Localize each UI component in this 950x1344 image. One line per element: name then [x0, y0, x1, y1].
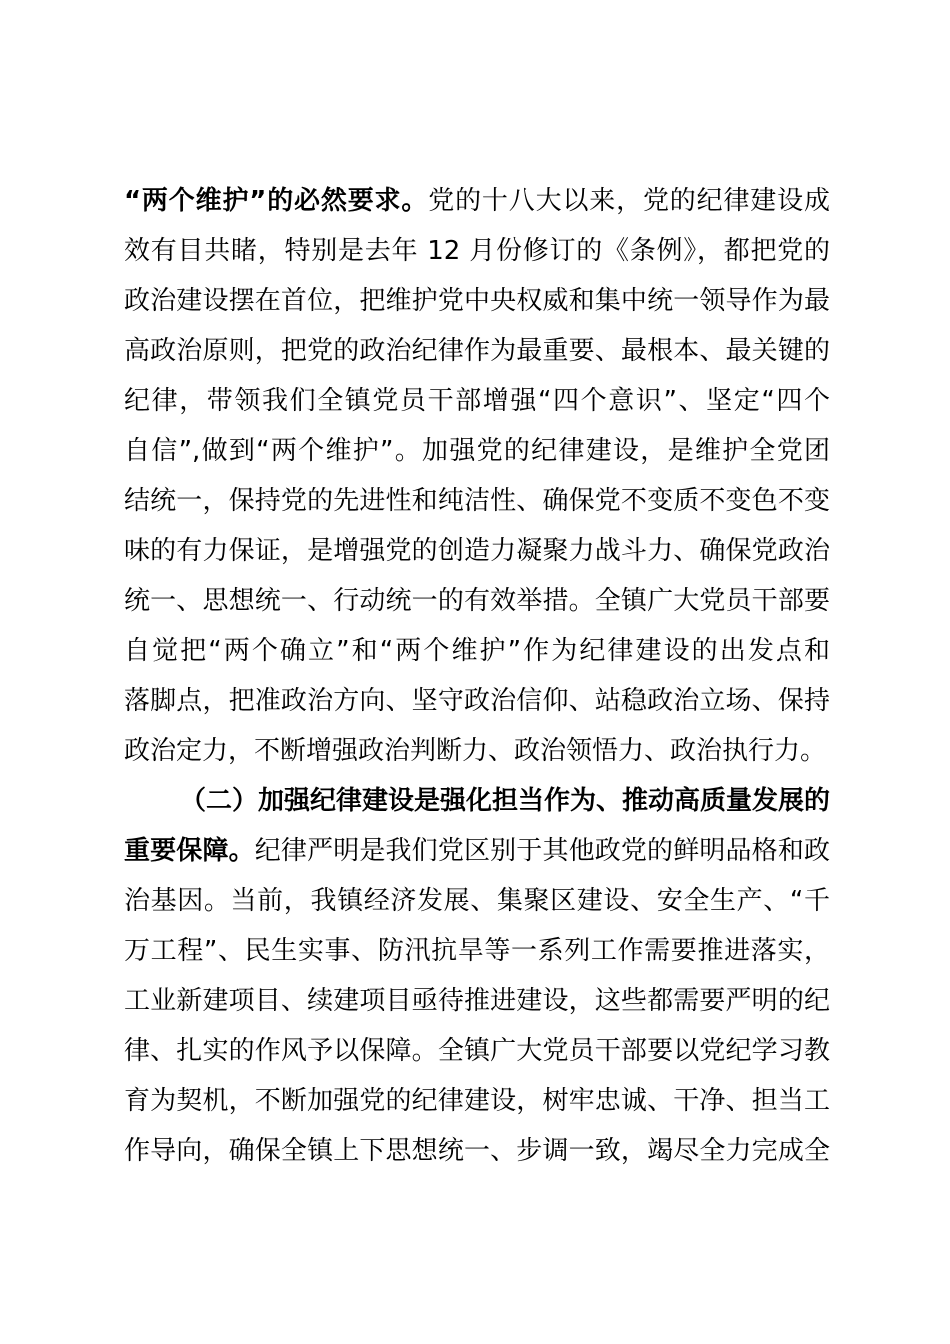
text-line: “两个维护”的必然要求。党的十八大以来，党的纪律建设成 [124, 186, 830, 216]
bold-lead: 重要保障。 [124, 836, 255, 866]
text-line: 自觉把“两个确立”和“两个维护”作为纪律建设的出发点和 [124, 636, 830, 666]
text-line: 结统一，保持党的先进性和纯洁性、确保党不变质不变色不变 [124, 486, 830, 516]
text-line: 自信”,做到“两个维护”。加强党的纪律建设，是维护全党团 [124, 436, 830, 466]
text-line: 重要保障。纪律严明是我们党区别于其他政党的鲜明品格和政 [124, 836, 830, 866]
text-line: 高政治原则，把党的政治纪律作为最重要、最根本、最关键的 [124, 336, 830, 366]
text-line: 效有目共睹，特别是去年 12 月份修订的《条例》，都把党的 [124, 236, 830, 266]
bold-lead: “两个维护”的必然要求。 [124, 186, 429, 216]
text-line: 育为契机，不断加强党的纪律建设，树牢忠诚、干净、担当工 [124, 1086, 830, 1116]
text-line: 治基因。当前，我镇经济发展、集聚区建设、安全生产、“千 [124, 886, 830, 916]
text-line: 政治定力，不断增强政治判断力、政治领悟力、政治执行力。 [124, 736, 827, 766]
text-line: 落脚点，把准政治方向、坚守政治信仰、站稳政治立场、保持 [124, 686, 830, 716]
text-line: 万工程”、民生实事、防汛抗旱等一系列工作需要推进落实， [124, 936, 830, 966]
text-line: 律、扎实的作风予以保障。全镇广大党员干部要以党纪学习教 [124, 1036, 830, 1066]
bold-heading: （二）加强纪律建设是强化担当作为、推动高质量发展的 [180, 786, 830, 816]
text-line: 作导向，确保全镇上下思想统一、步调一致，竭尽全力完成全 [124, 1136, 830, 1166]
paragraph-1 [124, 176, 830, 776]
text-line: 统一、思想统一、行动统一的有效举措。全镇广大党员干部要 [124, 586, 830, 616]
text-line: 政治建设摆在首位，把维护党中央权威和集中统一领导作为最 [124, 286, 830, 316]
text-line: 味的有力保证，是增强党的创造力凝聚力战斗力、确保党政治 [124, 536, 830, 566]
text-line: 工业新建项目、续建项目亟待推进建设，这些都需要严明的纪 [124, 986, 830, 1016]
body-text [124, 176, 830, 1176]
text-line: 纪律，带领我们全镇党员干部增强“四个意识”、坚定“四个 [124, 386, 830, 416]
paragraph-2 [124, 776, 830, 1176]
section-heading [124, 776, 830, 826]
